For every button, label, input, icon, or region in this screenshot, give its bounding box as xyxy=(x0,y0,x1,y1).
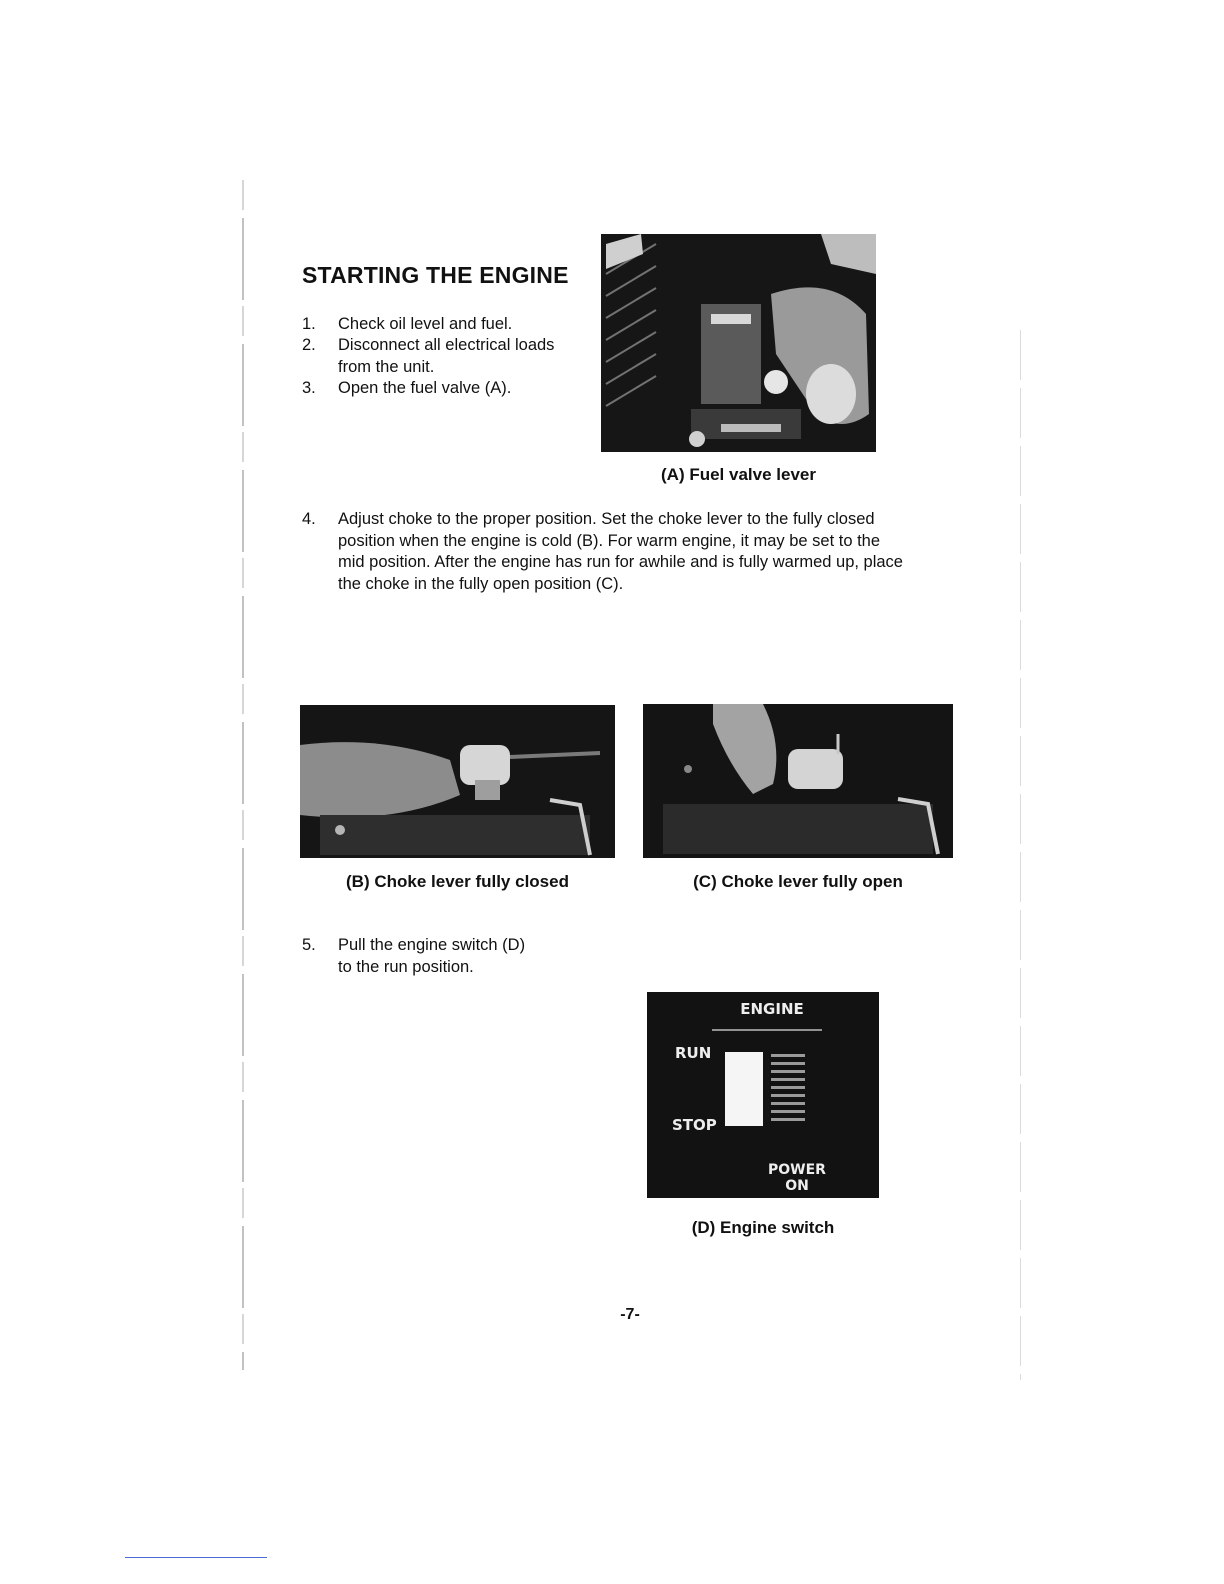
figure-a-caption: (A) Fuel valve lever xyxy=(661,465,816,484)
switch-label-engine: ENGINE xyxy=(740,1000,804,1018)
step-text: Adjust choke to the proper position. Set the choke lever to the fully closed position when the engine is cold (B). For warm engine, it may be set to the mid position. After the engine has run for awhile and is fully warmed up, place the choke in the fully open position (C). xyxy=(338,510,903,593)
step-number: 1. xyxy=(302,315,316,333)
switch-label-run: RUN xyxy=(675,1044,712,1062)
step-2 xyxy=(302,335,592,379)
step-5 xyxy=(302,935,602,979)
step-1 xyxy=(302,314,592,336)
section-heading: STARTING THE ENGINE xyxy=(302,262,569,288)
step-number: 4. xyxy=(302,510,316,528)
switch-label-stop: STOP xyxy=(672,1116,717,1134)
switch-label-on: ON xyxy=(785,1178,809,1194)
step-number: 3. xyxy=(302,379,316,397)
figure-b-caption: (B) Choke lever fully closed xyxy=(346,872,569,891)
step-3 xyxy=(302,378,592,400)
step-text: Pull the engine switch (D) to the run position. xyxy=(338,936,526,976)
step-number: 2. xyxy=(302,336,316,354)
choke-closed-photo xyxy=(300,705,615,858)
step-text: Check oil level and fuel. xyxy=(338,315,513,333)
step-number: 5. xyxy=(302,936,316,954)
choke-open-photo xyxy=(643,704,953,858)
fuel-valve-photo xyxy=(601,234,876,452)
step-text: Open the fuel valve (A). xyxy=(338,379,512,397)
scan-edge-right xyxy=(1020,330,1021,1380)
engine-switch-photo xyxy=(647,992,879,1198)
step-4 xyxy=(302,509,962,597)
step-text: Disconnect all electrical loads from the unit. xyxy=(338,336,555,376)
bottom-rule xyxy=(125,1557,267,1558)
scan-edge-left xyxy=(242,180,244,1370)
page-number: -7- xyxy=(620,1306,640,1323)
switch-label-power: POWER xyxy=(768,1162,826,1178)
switch-rocker xyxy=(725,1052,763,1126)
figure-d-caption: (D) Engine switch xyxy=(691,1218,835,1237)
figure-c-caption: (C) Choke lever fully open xyxy=(693,872,903,891)
